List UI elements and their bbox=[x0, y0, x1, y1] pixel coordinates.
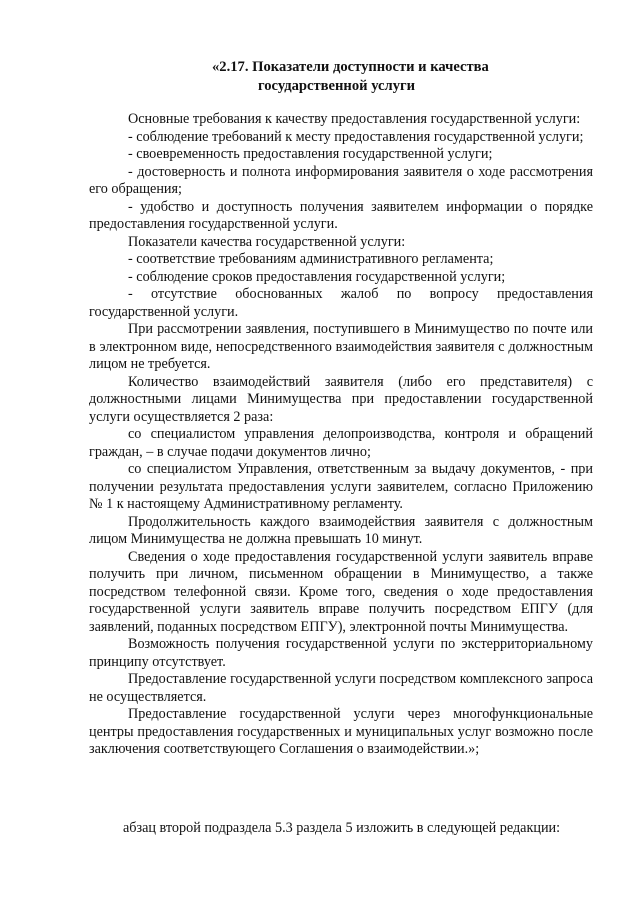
paragraph: - соблюдение сроков предоставления государственной услуги; bbox=[128, 268, 506, 285]
paragraph: Показатели качества государственной услуги: bbox=[128, 233, 406, 250]
paragraph: При рассмотрении заявления, поступившего в Минимущество по почте или в электронном виде, непосредственного взаимодействия заявителя с должностным лицом не требуется. bbox=[89, 321, 593, 372]
paragraph: Предоставление государственной услуги посредством комплексного запроса не осуществляется. bbox=[89, 671, 593, 705]
paragraph: Возможность получения государственной услуги по экстерриториальному принципу отсутствует. bbox=[89, 636, 593, 670]
paragraph: - соответствие требованиям административного регламента; bbox=[128, 251, 494, 267]
paragraph: Продолжительность каждого взаимодействия заявителя с должностным лицом Минимущества не должна превышать 10 минут. bbox=[89, 513, 593, 547]
paragraph: - достоверность и полнота информирования заявителя о ходе рассмотрения его обращения; bbox=[89, 163, 593, 197]
paragraph: Количество взаимодействий заявителя (либо его представителя) с должностными лицами Минимущества при предоставлении государственной услуги осуществляется 2 раза: bbox=[89, 373, 593, 425]
paragraph: - удобство и доступность получения заявителем информации о порядке предоставления государственной услуги. bbox=[89, 198, 593, 232]
paragraph: Предоставление государственной услуги через многофункциональные центры предоставления государственных и муниципальных услуг возможно после заключения соответствующего Соглашения о взаимодействии.»; bbox=[89, 706, 593, 757]
closing-line: абзац второй подраздела 5.3 раздела 5 изложить в следующей редакции: bbox=[123, 820, 561, 836]
paragraph: - своевременность предоставления государственной услуги; bbox=[128, 146, 493, 162]
heading-line-1: «2.17. Показатели доступности и качества bbox=[212, 59, 489, 75]
paragraph: со специалистом Управления, ответственным за выдачу документов, - при получении результата предоставления услуги заявителем, согласно Приложению № 1 к настоящему Административному регламенту. bbox=[89, 461, 593, 512]
document-body bbox=[89, 111, 593, 759]
paragraph: Сведения о ходе предоставления государственной услуги заявитель вправе получить при личном, письменном обращении в Минимущество, а также посредством телефонной связи. Кроме того, сведения о ходе предоставления государственной услуги заявитель вправе получить посредством ЕПГУ (для заявлений, поданных посредством ЕПГУ), электронной почты Минимущества. bbox=[89, 548, 593, 635]
paragraph: - отсутствие обоснованных жалоб по вопросу предоставления государственной услуги. bbox=[89, 286, 593, 320]
paragraph: Основные требования к качеству предоставления государственной услуги: bbox=[128, 111, 581, 127]
paragraph: - соблюдение требований к месту предоставления государственной услуги; bbox=[128, 128, 584, 145]
heading-line-2: государственной услуги bbox=[258, 78, 416, 94]
paragraph: со специалистом управления делопроизводства, контроля и обращений граждан, – в случае подачи документов лично; bbox=[89, 426, 593, 460]
